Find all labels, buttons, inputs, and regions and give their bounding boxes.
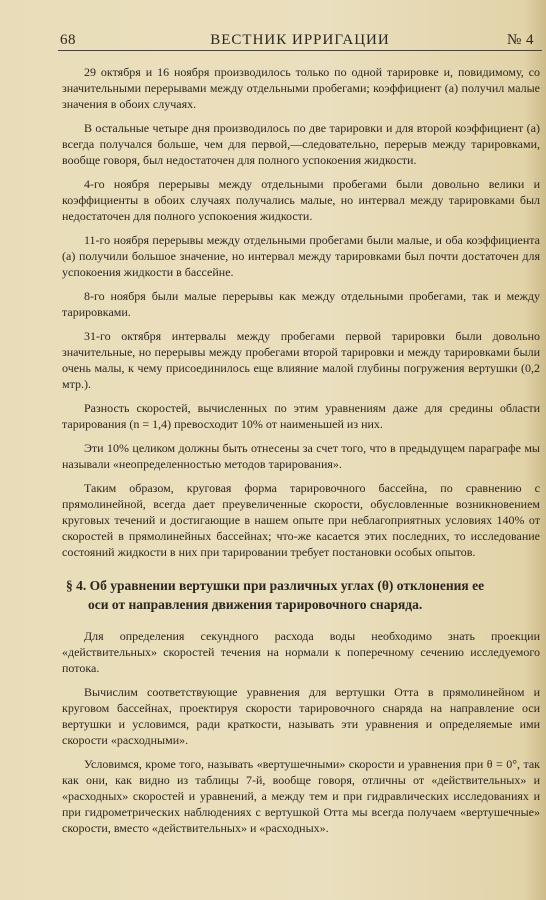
paragraph: 29 октября и 16 ноября производилось только по одной тарировке и, повидимому, со значительными перерывами между отдельными пробегами; коэффициент (а) получил малые значения в обоих случаях. xyxy=(62,65,540,111)
paragraph: 31-го октября интервалы между пробегами первой тарировки были довольно значительные, но перерывы между пробегами второй тарировки и между тарировками были очень малы, к чему присоединилось еще влияние малой глубины погружения вертушки (0,2 мтр.). xyxy=(62,329,540,391)
section-heading-line1: § 4. Об уравнении вертушки при различных углах (θ) отклонения ее xyxy=(66,578,485,593)
paragraph: 4-го ноября перерывы между отдельными пробегами были довольно велики и коэффициенты в обоих случаях получались малые, но интервал между тарировками был недостаточен для полного успокоения жидкости. xyxy=(62,177,540,223)
paragraph: Вычислим соответствующие уравнения для вертушки Отта в прямолинейном и круговом бассейнах, проектируя скорости тарировочного снаряда на направление оси вертушки и условимся, ради краткости, называть эти уравнения и определяемые ими скорости «расходными». xyxy=(62,685,540,747)
paragraph: Разность скоростей, вычисленных по этим уравнениям даже для средины области тарирования (n = 1,4) превосходит 10% от наименьшей из них. xyxy=(62,401,540,431)
paragraph: 8-го ноября были малые перерывы как между отдельными пробегами, так и между тарировками. xyxy=(62,289,540,319)
section-heading xyxy=(62,576,540,614)
article-body xyxy=(62,64,540,844)
paragraph: 11-го ноября перерывы между отдельными пробегами были малые, и оба коэффициента (а) получили большое значение, но интервал между тарировками был почти достаточен для успокоения жидкости в бассейне. xyxy=(62,233,540,279)
paragraph: Эти 10% целиком должны быть отнесены за счет того, что в предыдущем параграфе мы называли «неопределенностью методов тарирования». xyxy=(62,441,540,471)
page-number: 68 xyxy=(60,32,76,48)
page-header xyxy=(60,30,540,50)
paragraph: Для определения секундного расхода воды необходимо знать проекции «действительных» скоростей течения на нормали к поперечному сечению исследуемого потока. xyxy=(62,629,540,675)
header-rule xyxy=(58,50,542,51)
journal-title: ВЕСТНИК ИРРИГАЦИИ xyxy=(210,32,390,48)
section-heading-line2: оси от направления движения тарировочного снаряда. xyxy=(88,597,423,612)
issue-number: № 4 xyxy=(506,32,534,48)
paragraph: В остальные четыре дня производилось по две тарировки и для второй коэффициент (а) всегда получался больше, чем для первой,—следовательно, перерыв между тарировками, вообще говоря, был недостаточен для полного успокоения жидкости. xyxy=(62,121,540,167)
paragraph: Таким образом, круговая форма тарировочного бассейна, по сравнению с прямолинейной, всегда дает преувеличенные скорости, обусловленные возникновением круговых течений и достигающие в нашем опыте при неблагоприятных условиях 140% от скоростей в прямолинейных бассейнах; что-же касается этих последних, то исследование состояний жидкости в них при тарировании требует постановки особых опытов. xyxy=(62,481,540,559)
paragraph: Условимся, кроме того, называть «вертушечными» скорости и уравнения при θ = 0°, так как они, как видно из таблицы 7-й, вообще говоря, отличны от «действительных» и «расходных» скоростей и уравнений, а между тем и при гидравлических исследованиях и при гидрометрических наблюдениях с вертушкой Отта мы всегда получаем «вертушечные» скорости, вместо «действительных» и «расходных». xyxy=(62,757,540,835)
